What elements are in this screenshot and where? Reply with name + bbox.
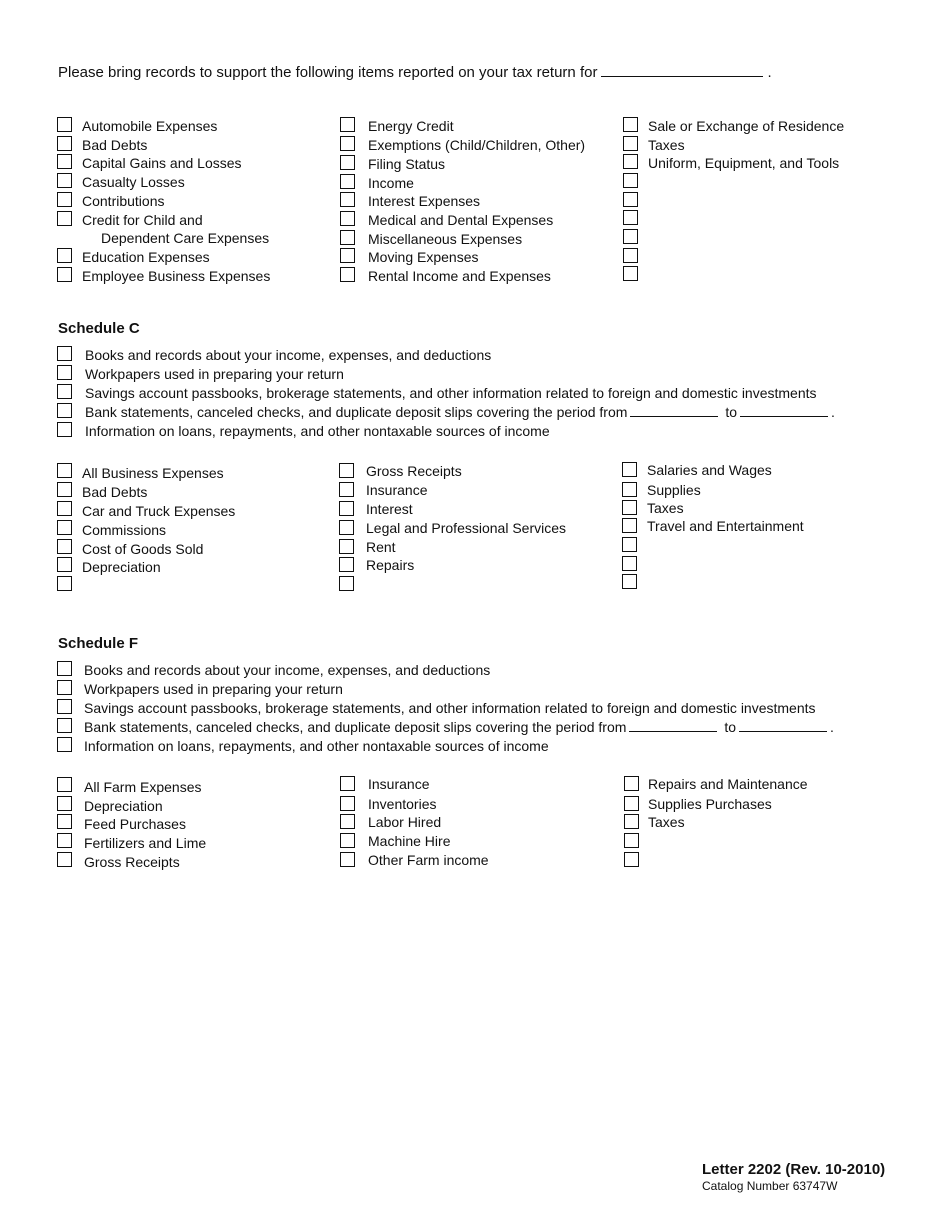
checkbox-label: All Business Expenses (82, 465, 224, 481)
checkbox[interactable] (622, 482, 637, 497)
checkbox-label (85, 404, 835, 421)
checkbox-label: Medical and Dental Expenses (368, 212, 554, 228)
checkbox[interactable] (57, 248, 72, 263)
checkbox[interactable] (339, 501, 354, 516)
checkbox[interactable] (340, 267, 355, 282)
checkbox[interactable] (57, 680, 72, 695)
intro-line (58, 64, 772, 81)
intro-text: Please bring records to support the following items reported on your tax return for (58, 64, 598, 81)
checkbox[interactable] (57, 737, 72, 752)
checkbox[interactable] (623, 173, 638, 188)
checkbox[interactable] (624, 852, 639, 867)
tax-year-field[interactable] (601, 64, 763, 77)
checkbox-label: Feed Purchases (84, 816, 186, 832)
checkbox-label: Commissions (82, 522, 167, 538)
catalog-number: Catalog Number 63747W (702, 1179, 838, 1193)
checkbox-label: Savings account passbooks, brokerage statements, and other information related to foreign and domestic investments (84, 700, 816, 716)
period-to-field[interactable] (739, 720, 827, 732)
checkbox-label: Legal and Professional Services (366, 520, 567, 536)
checkbox[interactable] (339, 557, 354, 572)
checkbox[interactable] (57, 136, 72, 151)
checkbox[interactable] (57, 539, 72, 554)
checkbox[interactable] (57, 173, 72, 188)
checkbox[interactable] (623, 229, 638, 244)
checkbox-label: Miscellaneous Expenses (368, 231, 523, 247)
checkbox[interactable] (57, 365, 72, 380)
form-title: Letter 2202 (Rev. 10-2010) (702, 1161, 886, 1178)
checkbox[interactable] (57, 557, 72, 572)
to-text: to (725, 404, 737, 420)
checkbox-label: Workpapers used in preparing your return (85, 366, 344, 382)
checkbox[interactable] (57, 520, 72, 535)
schedule-c-heading: Schedule C (58, 320, 140, 337)
checkbox[interactable] (623, 248, 638, 263)
checkbox-label: Information on loans, repayments, and other nontaxable sources of income (85, 423, 550, 439)
checkbox[interactable] (57, 852, 72, 867)
checkbox[interactable] (340, 230, 355, 245)
checkbox-label: Uniform, Equipment, and Tools (648, 155, 840, 171)
checkbox-label: Insurance (366, 482, 428, 498)
period-from-field[interactable] (630, 405, 718, 417)
checkbox[interactable] (623, 210, 638, 225)
checkbox[interactable] (57, 833, 72, 848)
checkbox-label: Rent (366, 539, 396, 555)
checkbox-label: Insurance (368, 776, 430, 792)
checkbox[interactable] (340, 814, 355, 829)
checkbox-label: Contributions (82, 193, 165, 209)
period-text: . (831, 404, 835, 420)
bank-statements-text: Bank statements, canceled checks, and duplicate deposit slips covering the period from (85, 404, 628, 420)
checkbox-label: Taxes (648, 137, 685, 153)
checkbox-label: Savings account passbooks, brokerage statements, and other information related to foreign and domestic investments (85, 385, 817, 401)
checkbox[interactable] (57, 796, 72, 811)
checkbox[interactable] (339, 576, 354, 591)
checkbox-label: Bad Debts (82, 484, 148, 500)
checkbox[interactable] (57, 718, 72, 733)
checkbox[interactable] (57, 814, 72, 829)
checkbox[interactable] (624, 833, 639, 848)
checkbox-label: Fertilizers and Lime (84, 835, 207, 851)
checkbox-label: Inventories (368, 796, 437, 812)
checkbox-label: Supplies Purchases (648, 796, 772, 812)
checkbox[interactable] (57, 117, 72, 132)
checkbox[interactable] (340, 852, 355, 867)
checkbox-label: Books and records about your income, expenses, and deductions (85, 347, 492, 363)
checkbox[interactable] (57, 211, 72, 226)
period-to-field[interactable] (740, 405, 828, 417)
checkbox[interactable] (57, 501, 72, 516)
checkbox[interactable] (57, 777, 72, 792)
checkbox[interactable] (57, 267, 72, 282)
checkbox-label: Machine Hire (368, 833, 451, 849)
checkbox[interactable] (622, 518, 637, 533)
checkbox-label: Employee Business Expenses (82, 268, 271, 284)
checkbox[interactable] (57, 482, 72, 497)
checkbox[interactable] (340, 136, 355, 151)
checkbox-label: Supplies (647, 482, 701, 498)
checkbox[interactable] (622, 556, 637, 571)
checkbox[interactable] (622, 500, 637, 515)
checkbox-label: Workpapers used in preparing your return (84, 681, 343, 697)
checkbox-label: Capital Gains and Losses (82, 155, 242, 171)
checkbox[interactable] (623, 154, 638, 169)
checkbox-label: Income (368, 175, 414, 191)
checkbox[interactable] (340, 796, 355, 811)
checkbox[interactable] (622, 462, 637, 477)
period-from-field[interactable] (629, 720, 717, 732)
checkbox[interactable] (57, 403, 72, 418)
checkbox[interactable] (57, 346, 72, 361)
checkbox[interactable] (57, 463, 72, 478)
checkbox[interactable] (57, 192, 72, 207)
checkbox[interactable] (57, 661, 72, 676)
checkbox[interactable] (57, 699, 72, 714)
checkbox[interactable] (622, 574, 637, 589)
checkbox[interactable] (339, 482, 354, 497)
checkbox[interactable] (340, 776, 355, 791)
checkbox[interactable] (339, 539, 354, 554)
checkbox[interactable] (340, 248, 355, 263)
checkbox-label: Salaries and Wages (647, 462, 772, 478)
checkbox-label: Gross Receipts (366, 463, 462, 479)
checkbox-label: Travel and Entertainment (647, 518, 804, 534)
checkbox[interactable] (623, 266, 638, 281)
checkbox-label: Education Expenses (82, 249, 210, 265)
checkbox-label-continuation: Dependent Care Expenses (101, 230, 270, 246)
period-text: . (830, 719, 834, 735)
checkbox-label: Credit for Child and (82, 212, 203, 228)
checkbox[interactable] (339, 463, 354, 478)
checkbox[interactable] (624, 814, 639, 829)
checkbox[interactable] (623, 136, 638, 151)
checkbox-label: Sale or Exchange of Residence (648, 118, 845, 134)
checkbox-label: Depreciation (84, 798, 163, 814)
checkbox[interactable] (623, 192, 638, 207)
checkbox-label: Rental Income and Expenses (368, 268, 551, 284)
checkbox-label: Repairs (366, 557, 415, 573)
checkbox-label: Filing Status (368, 156, 446, 172)
checkbox-label: Exemptions (Child/Children, Other) (368, 137, 586, 153)
checkbox[interactable] (624, 796, 639, 811)
checkbox[interactable] (57, 576, 72, 591)
checkbox[interactable] (340, 174, 355, 189)
checkbox-label: Interest (366, 501, 413, 517)
checkbox[interactable] (340, 211, 355, 226)
bank-statements-text: Bank statements, canceled checks, and duplicate deposit slips covering the period from (84, 719, 627, 735)
checkbox[interactable] (623, 117, 638, 132)
checkbox-label: Depreciation (82, 559, 161, 575)
checkbox[interactable] (340, 117, 355, 132)
checkbox-label: Taxes (648, 814, 685, 830)
checkbox-label: Information on loans, repayments, and other nontaxable sources of income (84, 738, 549, 754)
checkbox-label (84, 719, 834, 736)
checkbox[interactable] (622, 537, 637, 552)
checkbox-label: Energy Credit (368, 118, 454, 134)
to-text: to (724, 719, 736, 735)
checkbox[interactable] (624, 776, 639, 791)
checkbox[interactable] (339, 520, 354, 535)
checkbox[interactable] (57, 422, 72, 437)
checkbox-label: Bad Debts (82, 137, 148, 153)
checkbox-label: Books and records about your income, expenses, and deductions (84, 662, 491, 678)
intro-period: . (767, 64, 772, 81)
schedule-f-heading: Schedule F (58, 635, 139, 652)
checkbox-label: Automobile Expenses (82, 118, 218, 134)
checkbox-label: Casualty Losses (82, 174, 185, 190)
checkbox[interactable] (57, 384, 72, 399)
checkbox-label: Labor Hired (368, 814, 442, 830)
checkbox-label: All Farm Expenses (84, 779, 202, 795)
checkbox-label: Other Farm income (368, 852, 489, 868)
checkbox[interactable] (57, 154, 72, 169)
checkbox-label: Moving Expenses (368, 249, 479, 265)
checkbox-label: Repairs and Maintenance (648, 776, 808, 792)
checkbox[interactable] (340, 833, 355, 848)
checkbox-label: Car and Truck Expenses (82, 503, 236, 519)
checkbox-label: Interest Expenses (368, 193, 481, 209)
checkbox[interactable] (340, 155, 355, 170)
checkbox[interactable] (340, 192, 355, 207)
checkbox-label: Gross Receipts (84, 854, 180, 870)
checkbox-label: Cost of Goods Sold (82, 541, 204, 557)
checkbox-label: Taxes (647, 500, 684, 516)
